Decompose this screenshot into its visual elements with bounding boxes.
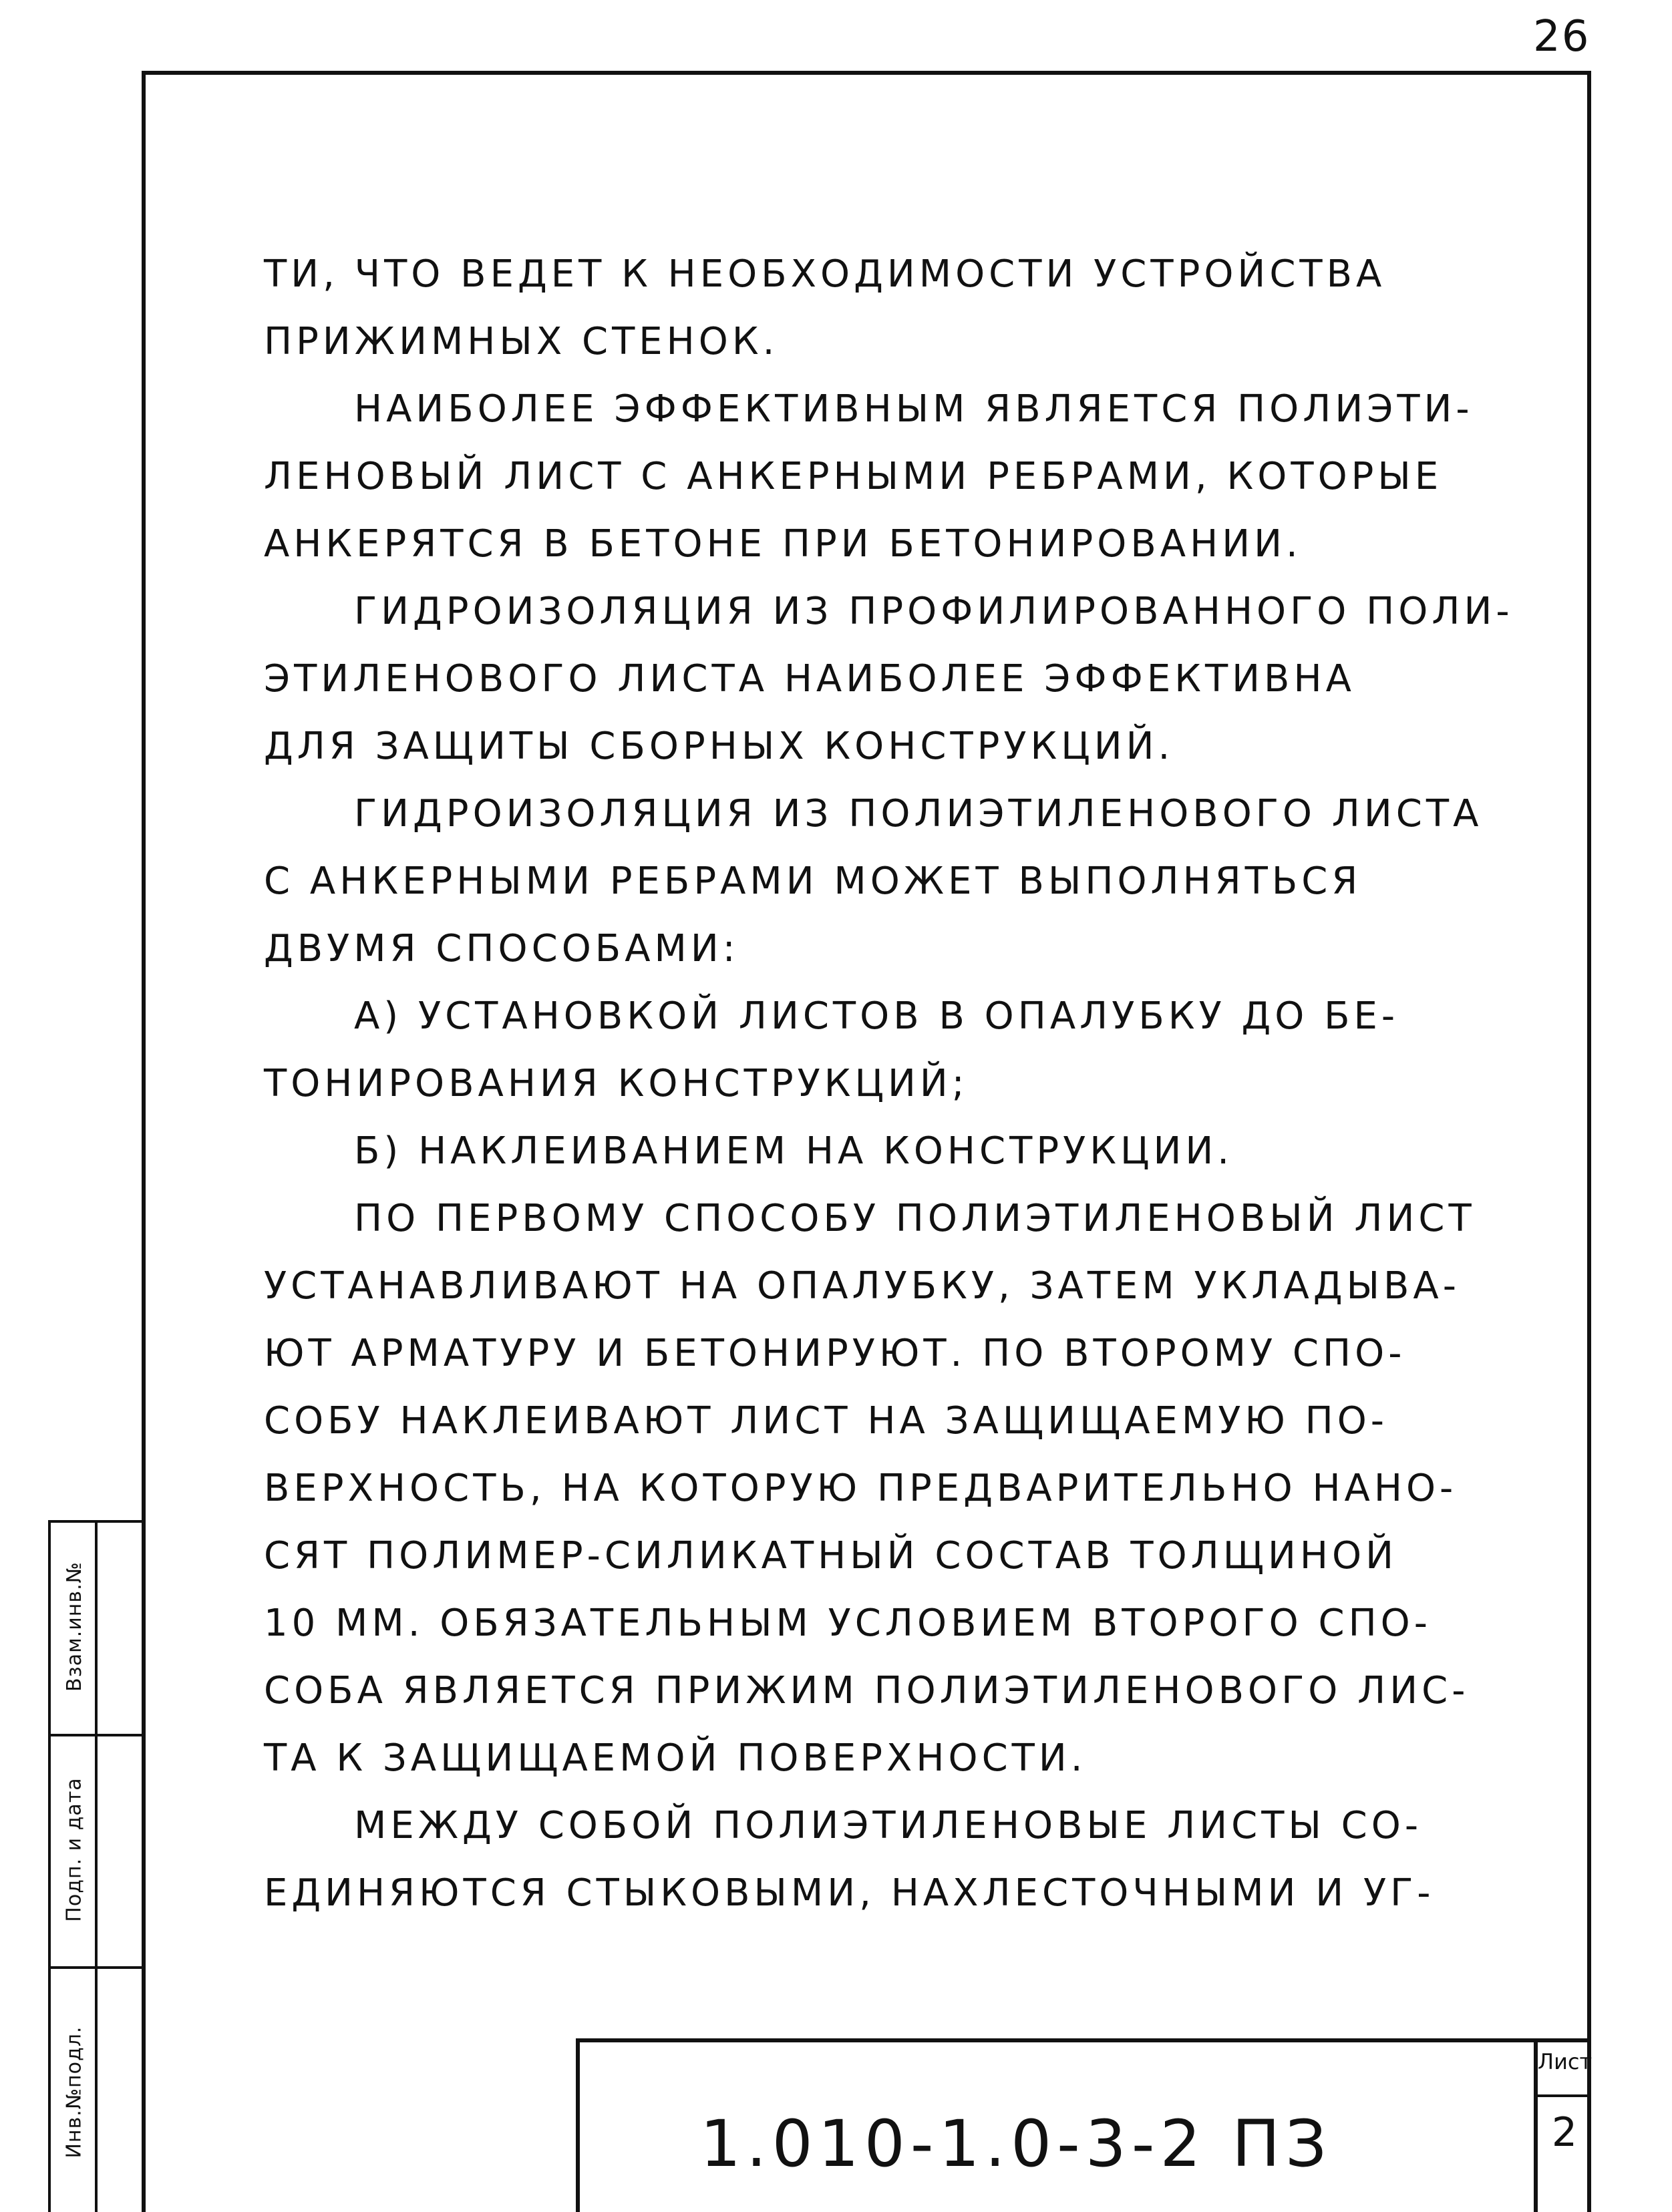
text-line: ДВУМЯ СПОСОБАМИ: <box>264 927 739 970</box>
text-line: МЕЖДУ СОБОЙ ПОЛИЭТИЛЕНОВЫЕ ЛИСТЫ СО- <box>354 1804 1423 1847</box>
document-code: 1.010-1.0-3-2 ПЗ <box>700 2106 1332 2181</box>
text-line: СОБУ НАКЛЕИВАЮТ ЛИСТ НА ЗАЩИЩАЕМУЮ ПО- <box>264 1399 1388 1443</box>
text-line: ЕДИНЯЮТСЯ СТЫКОВЫМИ, НАХЛЕСТОЧНЫМИ И УГ- <box>264 1871 1435 1915</box>
text-line: Б) НАКЛЕИВАНИЕМ НА КОНСТРУКЦИИ. <box>354 1129 1234 1173</box>
sheet-label: Лист <box>1538 2049 1593 2074</box>
page-number: 26 <box>1533 12 1591 61</box>
text-line: ЭТИЛЕНОВОГО ЛИСТА НАИБОЛЕЕ ЭФФЕКТИВНА <box>264 657 1355 701</box>
text-line: ТИ, ЧТО ВЕДЕТ К НЕОБХОДИМОСТИ УСТРОЙСТВА <box>264 252 1386 296</box>
side-stamp <box>48 1520 142 2212</box>
text-line: ПО ПЕРВОМУ СПОСОБУ ПОЛИЭТИЛЕНОВЫЙ ЛИСТ <box>354 1197 1476 1240</box>
side-stamp-vzam-cell <box>51 1529 98 1723</box>
text-line: СОБА ЯВЛЯЕТСЯ ПРИЖИМ ПОЛИЭТИЛЕНОВОГО ЛИС- <box>264 1669 1470 1712</box>
text-line: ТА К ЗАЩИЩАЕМОЙ ПОВЕРХНОСТИ. <box>264 1736 1087 1780</box>
text-line: 10 ММ. ОБЯЗАТЕЛЬНЫМ УСЛОВИЕМ ВТОРОГО СПО- <box>264 1602 1432 1645</box>
text-line: ГИДРОИЗОЛЯЦИЯ ИЗ ПРОФИЛИРОВАННОГО ПОЛИ- <box>354 590 1514 633</box>
text-line: НАИБОЛЕЕ ЭФФЕКТИВНЫМ ЯВЛЯЕТСЯ ПОЛИЭТИ- <box>354 387 1474 431</box>
text-line: ПРИЖИМНЫХ СТЕНОК. <box>264 320 779 363</box>
podp-data-label: Подп. и дата <box>62 1777 86 1922</box>
text-line: ЛЕНОВЫЙ ЛИСТ С АНКЕРНЫМИ РЕБРАМИ, КОТОРЫЕ <box>264 455 1443 498</box>
side-stamp-divider <box>98 1734 144 1736</box>
body-text <box>264 240 1514 1927</box>
text-line: А) УСТАНОВКОЙ ЛИСТОВ В ОПАЛУБКУ ДО БЕ- <box>354 994 1399 1038</box>
text-line: ГИДРОИЗОЛЯЦИЯ ИЗ ПОЛИЭТИЛЕНОВОГО ЛИСТА <box>354 792 1483 836</box>
text-line: СЯТ ПОЛИМЕР-СИЛИКАТНЫЙ СОСТАВ ТОЛЩИНОЙ <box>264 1534 1397 1578</box>
side-stamp-podp-cell <box>51 1739 98 1960</box>
sheet-number: 2 <box>1551 2109 1578 2156</box>
side-stamp-inv-cell <box>51 1972 98 2212</box>
sheet-box <box>1534 2038 1591 2212</box>
sheet-box-divider <box>1538 2094 1591 2097</box>
text-line: АНКЕРЯТСЯ В БЕТОНЕ ПРИ БЕТОНИРОВАНИИ. <box>264 522 1302 566</box>
text-line: ВЕРХНОСТЬ, НА КОТОРУЮ ПРЕДВАРИТЕЛЬНО НАНО- <box>264 1467 1458 1510</box>
text-line: УСТАНАВЛИВАЮТ НА ОПАЛУБКУ, ЗАТЕМ УКЛАДЫВА- <box>264 1264 1460 1308</box>
text-line: ТОНИРОВАНИЯ КОНСТРУКЦИЙ; <box>264 1062 969 1105</box>
vzam-inv-label: Взам.инв.№ <box>62 1561 86 1692</box>
text-line: С АНКЕРНЫМИ РЕБРАМИ МОЖЕТ ВЫПОЛНЯТЬСЯ <box>264 860 1362 903</box>
text-line: ДЛЯ ЗАЩИТЫ СБОРНЫХ КОНСТРУКЦИЙ. <box>264 725 1174 768</box>
side-stamp-divider <box>51 1966 98 1969</box>
side-stamp-divider <box>51 1734 98 1736</box>
title-block <box>576 2038 1538 2212</box>
text-line: ЮТ АРМАТУРУ И БЕТОНИРУЮТ. ПО ВТОРОМУ СПО- <box>264 1332 1406 1375</box>
side-stamp-divider <box>98 1966 144 1969</box>
inv-podl-label: Инв.№подл. <box>62 2026 86 2158</box>
